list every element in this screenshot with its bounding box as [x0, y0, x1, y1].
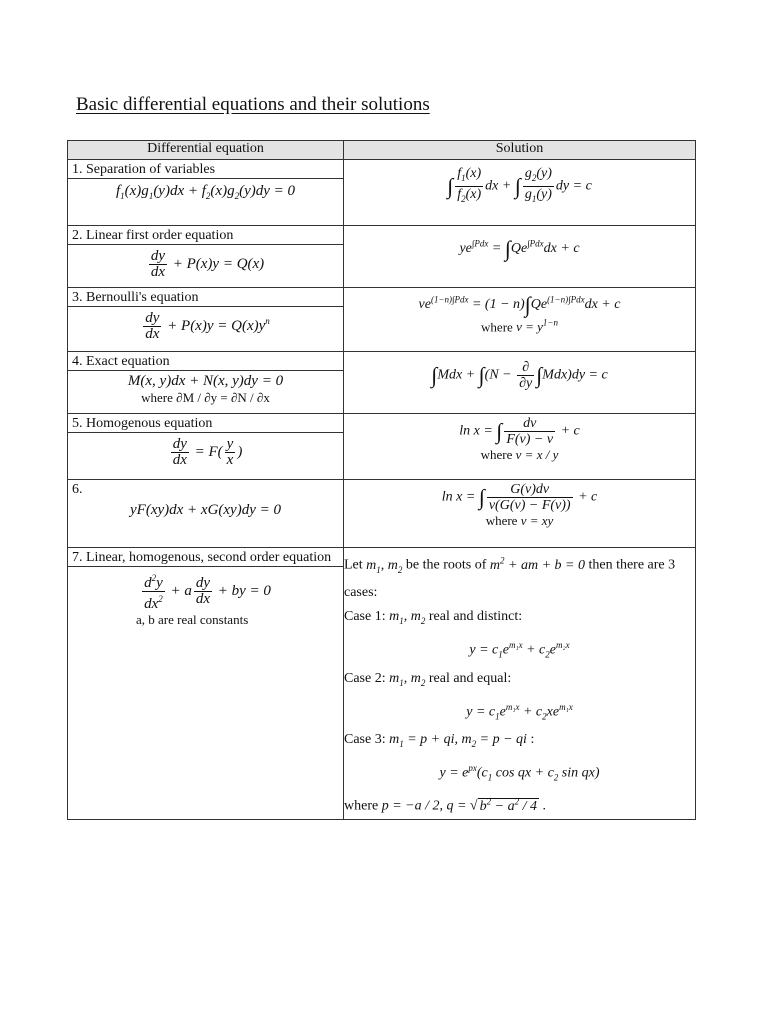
row-label-1: 1. Separation of variables	[68, 160, 343, 179]
solution-3: $ve^{(1-n)\int Pdx} = (1 - n)\int Qe^{(1-n)\int Pdx}dx + c$ where $v = y^{1-n}$	[344, 288, 696, 352]
exact-condition: where ∂M / ∂y = ∂N / ∂x	[141, 390, 270, 405]
equation-cell-6	[68, 480, 344, 548]
case3-label: Case 3:	[344, 731, 386, 747]
table-row	[68, 548, 696, 820]
table-row	[68, 480, 696, 548]
equation-cell-3	[68, 288, 344, 352]
case2-solution: $y = c_1e^{m_1x} + c_2xe^{m_1x}$	[466, 701, 573, 721]
case1-desc: real and distinct:	[428, 609, 523, 625]
page-title: Basic differential equations and their solutions	[76, 94, 430, 115]
equations-table	[67, 140, 696, 820]
table-row	[68, 226, 696, 288]
row-label-3: 3. Bernoulli's equation	[68, 288, 343, 307]
equation-7: $\frac{d^2y}{dx^2}$ + a $\frac{dy}{dx}$ + by = 0 a, b are real constants	[68, 567, 343, 632]
case2-label: Case 2:	[344, 670, 386, 686]
row-label-6: 6.	[72, 482, 83, 497]
equation-6: yF(xy)dx + xG(xy)dy = 0	[130, 502, 281, 518]
equation-1: $f_1(x)g_1(y)dx + f_2(x)g_2(y)dy = 0$	[115, 183, 296, 201]
row-label-7: 7. Linear, homogenous, second order equation	[68, 548, 343, 567]
real-constants-note: a, b are real constants	[136, 612, 249, 627]
case3-solution: $y = e^{px}(c_1$ cos qx + $c_2$ sin qx)	[439, 762, 600, 783]
row-label-2: 2. Linear first order equation	[68, 226, 343, 245]
equation-cell-5	[68, 414, 344, 480]
solution-6: ln x = ∫ $\frac{G(v)dv}{v(G(v) - F(v))}$ + c where v = xy	[344, 480, 696, 548]
case1-solution: $y = c_1e^{m_1x} + c_2e^{m_2x}$	[469, 640, 570, 660]
solution-5: ln x = ∫ $\frac{dv}{F(v) - v}$ + c where v = x / y	[344, 414, 696, 480]
table-row	[68, 414, 696, 480]
equation-4: M(x, y)dx + N(x, y)dy = 0 where ∂M / ∂y = ∂N / ∂x	[68, 371, 343, 410]
table-row	[68, 352, 696, 414]
table-header-row	[68, 141, 696, 160]
case1-label: Case 1:	[344, 609, 386, 625]
case2-desc: real and equal:	[428, 670, 512, 686]
solution-1: ∫ $\frac{f_1(x)}{f_2(x)}$ dx + ∫ $\frac{g_2(y)}{g_1(y)}$ dy = c	[344, 160, 696, 226]
header-solution: Solution	[344, 141, 696, 160]
solution-7: Let $m_1$, $m_2$ be the roots of $m^2$ + am + b = 0 then there are 3 cases: Case 1: $m_1$, $m_2$ real and distinct: $y = c_1e^{m_1x} + c_2e^{m_2x}$ Case 2: $m_1$, $m_2$ real and equal: $y = c_1e^{m_1x} + c_2xe^{m_1x}$ Case 3: $m_1 = p$ + qi, $m_2 = p$ − qi : $y = e^{px}(c_1$ cos qx + $c_2$ sin qx) where p = −a / 2, q = √ $b^2 - a^2 / 4$ .	[344, 548, 696, 820]
equation-cell-2	[68, 226, 344, 288]
equation-cell-4	[68, 352, 344, 414]
row-label-4: 4. Exact equation	[68, 352, 343, 371]
table-row	[68, 288, 696, 352]
solution-4: ∫Mdx + ∫(N − $\frac{\partial}{\partial y}$ ∫Mdx)dy = c	[344, 352, 696, 414]
equation-5: $\frac{dy}{dx}$ = F( $\frac{y}{x}$ )	[172, 436, 243, 468]
equation-cell-1	[68, 160, 344, 226]
solution-2: $ye^{\int Pdx} = \int Qe^{\int Pdx}dx + c$	[344, 226, 696, 288]
where-label-7: where	[344, 798, 379, 814]
roots-label: be the roots of	[405, 557, 487, 573]
equation-2: $\frac{dy}{dx}$ + P(x)y = Q(x)	[150, 248, 265, 280]
equation-cell-7	[68, 548, 344, 820]
where-label-5: where	[480, 447, 513, 462]
row-label-5: 5. Homogenous equation	[68, 414, 343, 433]
table-row	[68, 160, 696, 226]
equation-3: $\frac{dy}{dx}$ + $P(x)y = Q(x)y^n$	[145, 310, 270, 342]
where-label-6: where	[485, 513, 518, 528]
then-label: then there are 3 cases:	[344, 557, 676, 601]
header-equation: Differential equation	[68, 141, 344, 160]
where-label-3: where	[481, 319, 513, 335]
let-label: Let	[344, 557, 363, 573]
